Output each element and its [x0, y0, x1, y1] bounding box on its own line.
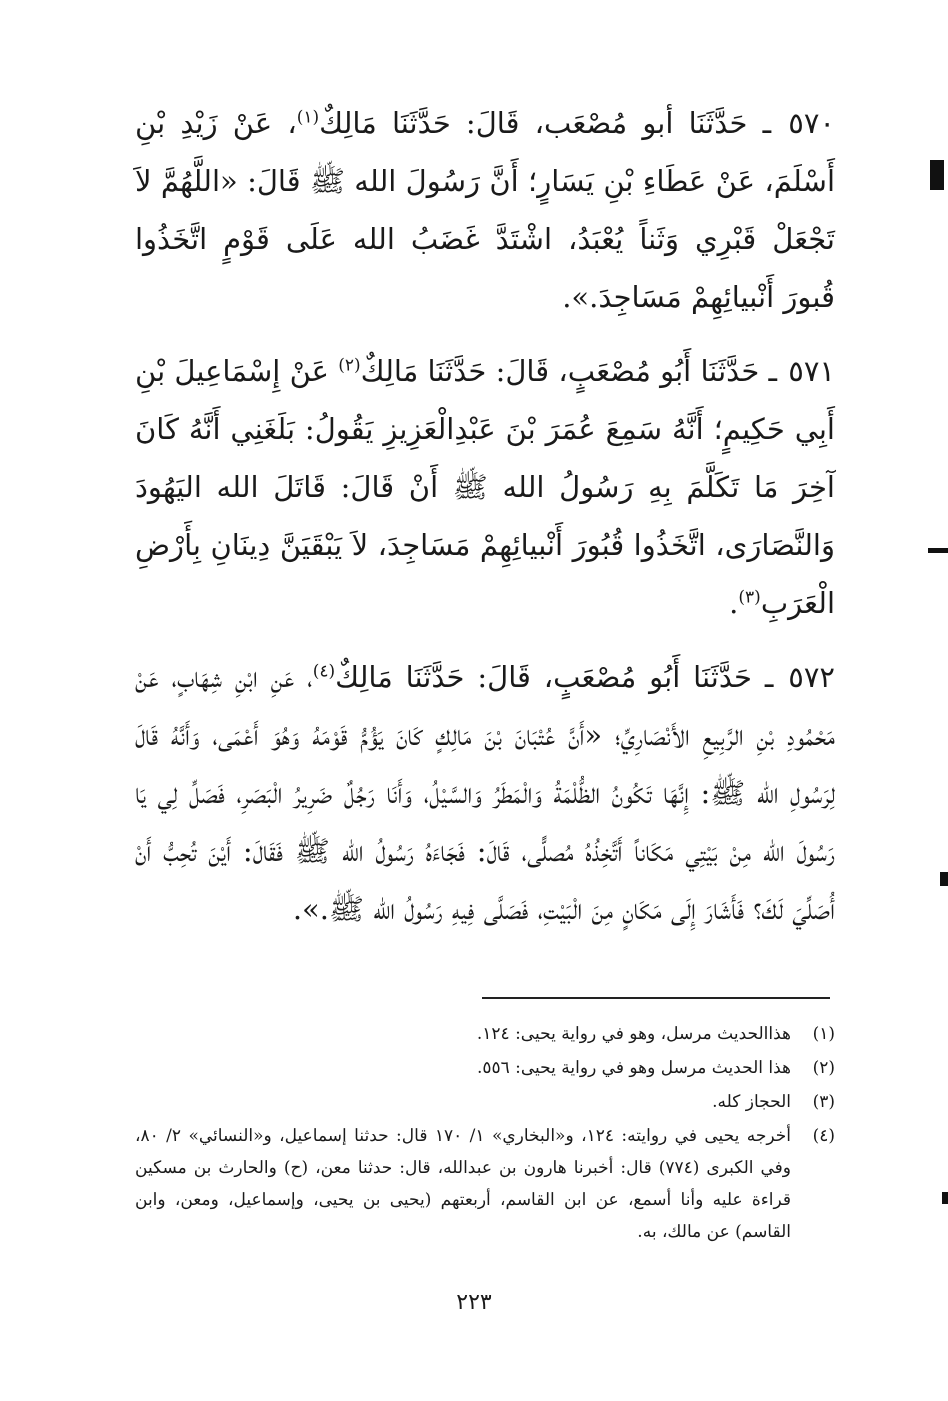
hadith-text: ، عَنْ زَيْدِ بْنِ أَسْلَمَ، عَنْ عَطَاءِ بْنِ يَسَارٍ؛ أَنَّ رَسُولَ الله ﷺ قَالَ: «اللَّهُمَّ لاَ تَجْعَلْ قَبْرِي وَثَناً يُعْبَدُ، اشْتَدَّ غَضَبُ الله عَلَى قَوْمٍ اتَّخَذُوا قُبورَ أَنْبيائِهِمْ مَسَاجِدَ.».: [135, 106, 835, 314]
footnote-reference: (٣): [738, 587, 761, 608]
hadith-text: ـ حَدَّثَنَا أَبُو مُصْعَبٍ، قَالَ: حَدَّثَنَا مَالِكٌ: [335, 660, 774, 694]
footnote-text: الحجاز كله.: [712, 1092, 791, 1112]
hadith-571: [135, 342, 835, 632]
hadith-570: [135, 94, 835, 326]
scan-edge-mark: [930, 160, 944, 190]
footnote-reference: (١): [296, 107, 320, 128]
hadith-number: ٥٧٠: [788, 106, 835, 140]
footnote-item: [135, 1086, 835, 1118]
footnote-text: هذاالحديث مرسل، وهو في رواية يحيى: ١٢٤.: [476, 1024, 791, 1044]
footnote-item: [135, 1052, 835, 1084]
footnote-reference: (٢): [338, 355, 361, 376]
footnotes: [135, 1018, 835, 1250]
scan-edge-mark: [928, 548, 948, 553]
footnote-separator: [482, 997, 830, 999]
footnote-marker: (٢): [812, 1058, 835, 1078]
footnote-item: [135, 1018, 835, 1050]
footnote-marker: (٤): [812, 1126, 835, 1146]
hadith-text: ، عَنِ ابْنِ شِهَابٍ، عَنْ مَحْمُودِ بْنِ الرَّبِيعِ الأَنْصَارِيِّ؛ «أَنَّ عُتْبَانَ بْنَ مَالِكٍ كَانَ يَؤُمُّ قَوْمَهُ وَهُوَ أَعْمَى، وَأَنَّهُ قَالَ لِرَسُولِ الله ﷺ: إِنَّهَا تَكُونُ الظُّلْمَةُ وَالْمَطَرُ وَالسَّيْلُ، وَأَنَا رَجُلٌ ضَرِيرُ الْبَصَرِ، فَصَلِّ لِي يَا رَسُولَ الله مِنْ بَيْتِي مَكَاناً أَتَّخِذُهُ مُصلًّى، قَالَ: فَجَاءَهُ رَسُولُ الله ﷺ فَقَالَ: أَيْنَ تُحِبُّ أَنْ أُصَلِّيَ لَكَ؟ فَأَشَارَ إِلَى مَكَانٍ مِنَ الْبَيْتِ، فَصَلَّى فِيهِ رَسُولُ الله ﷺ.».: [135, 660, 835, 926]
hadith-text: ـ حَدَّثَنَا أَبُو مُصْعَبٍ، قَالَ: حَدَّثَنَا مَالِكٌ: [360, 354, 778, 388]
page-number: ٢٢٣: [456, 1290, 492, 1315]
footnote-text: أخرجه يحيى في روايته: ١٢٤، و«البخاري» ١/ ١٧٠ قال: حدثنا إسماعيل، و«النسائي» ٢/ ٨٠، وفي الكبرى (٧٧٤) قال: أخبرنا هارون بن عبدالله، قال: حدثنا معن، (ح) والحارث بن مسكين قراءة عليه وأنا أسمع، عن ابن القاسم، أربعتهم (يحيى بن يحيى، وإسماعيل، ومعن، وابن القاسم) عن مالك، به.: [135, 1126, 791, 1242]
footnote-item: [135, 1120, 835, 1248]
scan-edge-mark: [942, 1192, 948, 1204]
hadith-number: ٥٧٢: [788, 660, 835, 694]
hadith-text: .: [729, 586, 739, 620]
hadith-572: [135, 648, 835, 938]
scan-edge-mark: [940, 872, 948, 886]
footnote-marker: (٣): [812, 1092, 835, 1112]
footnote-text: هذا الحديث مرسل وهو في رواية يحيى: ٥٥٦.: [476, 1058, 791, 1078]
hadith-number: ٥٧١: [788, 354, 836, 388]
footnote-marker: (١): [812, 1024, 835, 1044]
footnote-reference: (٤): [312, 661, 336, 682]
hadith-text: عَنْ إِسْمَاعِيلَ بْنِ أَبِي حَكِيمٍ؛ أَنَّهُ سَمِعَ عُمَرَ بْنَ عَبْدِالْعَزِيزِ يَقُولُ: بَلَغَنِي أَنَّهُ كَانَ آخِرَ مَا تَكَلَّمَ بِهِ رَسُولُ الله ﷺ أَنْ قَالَ: قَاتَلَ الله اليَهُودَ وَالنَّصَارَى، اتَّخَذُوا قُبُورَ أَنْبيائِهِمْ مَسَاجِدَ، لاَ يَبْقَيَنَّ دِينَانِ بِأَرْضِ الْعَرَبِ: [135, 354, 835, 620]
hadith-text: ـ حَدَّثَنَا أبو مُصْعَب، قَالَ: حَدَّثَنَا مَالِكٌ: [319, 106, 772, 140]
main-text: [135, 94, 835, 954]
